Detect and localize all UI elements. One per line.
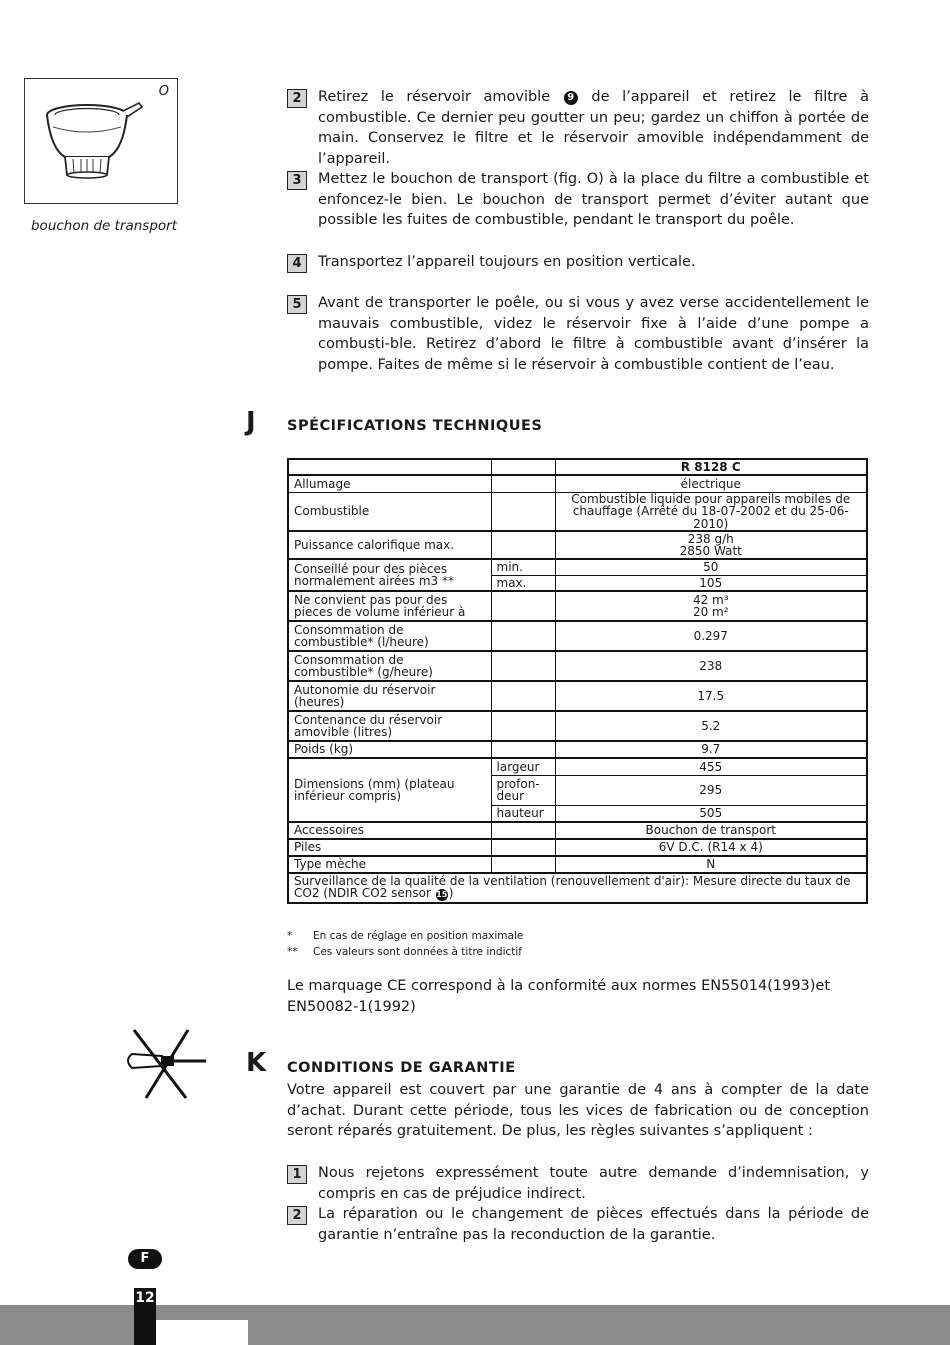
- footnote: * En cas de réglage en position maximale: [287, 930, 524, 942]
- step-text: Avant de transporter le poêle, ou si vous y avez verse accidentellement le mauvais combustible, videz le réservoir fixe à l’aide d’une pompe a combusti-ble. Retirez d’abord le filtre à combustible avant d’insérer la pompe. Faites de même si le réservoir à combustible contient de l’eau.: [318, 295, 869, 374]
- table-row: max. 105: [288, 575, 867, 591]
- figure-caption: bouchon de transport: [30, 218, 177, 234]
- table-row: hauteur 505: [288, 805, 867, 822]
- table-row: Consommation de combustible* (g/heure) 238: [288, 651, 867, 681]
- section-k-title: CONDITIONS DE GARANTIE: [287, 1060, 516, 1076]
- footnote: ** Ces valeurs sont données à titre indictif: [287, 946, 523, 958]
- footnotes: [287, 928, 523, 960]
- table-row: Autonomie du réservoir (heures) 17.5: [288, 681, 867, 711]
- table-header-row: [288, 459, 867, 475]
- table-row: Allumage électrique: [288, 475, 867, 492]
- transport-step-2: [287, 87, 869, 170]
- table-row: Dimensions (mm) (plateau inférieur compris) largeur 455: [288, 758, 867, 775]
- step-number: 3: [287, 171, 307, 190]
- step-text: Mettez le bouchon de transport (fig. O) à la place du filtre a combustible et enfoncez-le bien. Le bouchon de transport permet d’éviter autant que possible les fuites de combustible, pendant le transport du poêle.: [318, 171, 869, 229]
- ce-marking-text: Le marquage CE correspond à la conformité aux normes EN55014(1993)et EN50082-1(1992): [287, 978, 831, 1015]
- warranty-intro: Votre appareil est couvert par une garantie de 4 ans à compter de la date d’achat. Durant cette période, tous les vices de fabrication ou de conception seront réparés gratuitement. De plus, les règles suivantes s’appliquent :: [287, 1082, 869, 1140]
- transport-cap-illustration: [43, 93, 143, 191]
- transport-step-5: [287, 293, 869, 376]
- reservoir-ref-circle: 9: [564, 91, 578, 105]
- step-number: 2: [287, 89, 307, 108]
- item-text: Nous rejetons expressément toute autre demande d’indemnisation, y compris en cas de préjudice indirect.: [318, 1165, 869, 1202]
- item-number: 1: [287, 1165, 307, 1184]
- figure-o-box: [24, 78, 178, 204]
- model-header: R 8128 C: [555, 459, 867, 475]
- transport-step-3: [287, 169, 869, 231]
- page-number: 12: [135, 1290, 155, 1306]
- table-row: Consommation de combustible* (l/heure) 0.297: [288, 621, 867, 651]
- spec-table: [287, 458, 868, 904]
- table-row: Poids (kg) 9.7: [288, 741, 867, 758]
- table-row: Ne convient pas pour des pieces de volume inférieur à 42 m³ 20 m²: [288, 591, 867, 621]
- table-row: Conseillé pour des pièces normalement airées m3 ** min. 50: [288, 559, 867, 575]
- table-row: Accessoires Bouchon de transport: [288, 822, 867, 839]
- table-row: Combustible Combustible liquide pour appareils mobiles de chauffage (Arrêté du 18-07-2002 et du 25-06-2010): [288, 492, 867, 531]
- language-badge: F: [128, 1249, 162, 1269]
- surveillance-cell: Surveillance de la qualité de la ventilation (renouvellement d'air): Mesure directe du taux de CO2 (NDIR CO2 sensor 15): [288, 873, 867, 903]
- footer-white-block: [156, 1320, 248, 1345]
- table-row: Type mèche N: [288, 856, 867, 873]
- step-number: 4: [287, 254, 307, 273]
- table-row: profon-deur 295: [288, 775, 867, 805]
- warranty-item-1: [287, 1163, 869, 1204]
- item-number: 2: [287, 1206, 307, 1225]
- no-tools-icon: [118, 1026, 210, 1100]
- table-row: Piles 6V D.C. (R14 x 4): [288, 839, 867, 856]
- step-number: 5: [287, 295, 307, 314]
- warranty-item-2: [287, 1204, 869, 1245]
- transport-step-4: [287, 252, 869, 273]
- table-row: Contenance du réservoir amovible (litres) 5.2: [288, 711, 867, 741]
- step-text: Retirez le réservoir amovible 9 de l’appareil et retirez le filtre à combustible. Ce dernier peu goutter un peu; gardez un chiffon à portée de main. Conservez le filtre et le réservoir amovible indépendamment de l’appareil.: [318, 89, 869, 168]
- section-j-letter: J: [246, 407, 256, 437]
- section-j-title: SPÉCIFICATIONS TECHNIQUES: [287, 418, 543, 434]
- figure-letter: O: [158, 84, 169, 99]
- step-text: Transportez l’appareil toujours en position verticale.: [318, 254, 696, 270]
- section-k-letter: K: [246, 1048, 267, 1078]
- sensor-ref-circle: 15: [436, 890, 448, 900]
- table-row: Puissance calorifique max. 238 g/h 2850 Watt: [288, 531, 867, 559]
- item-text: La réparation ou le changement de pièces effectués dans la période de garantie n’entraîne pas la reconduction de la garantie.: [318, 1206, 869, 1243]
- table-row: [288, 873, 867, 903]
